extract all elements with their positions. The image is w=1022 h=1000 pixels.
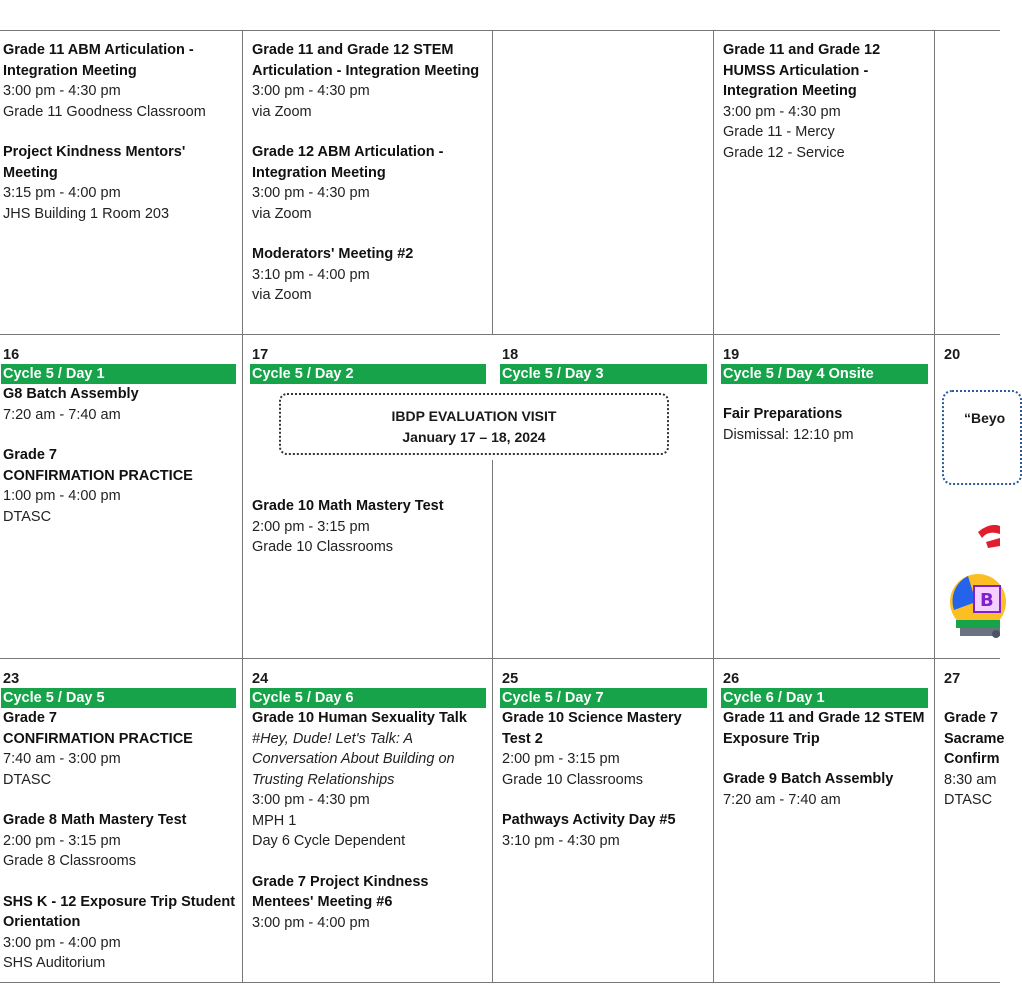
day-cell-18 [502,344,707,384]
day-number: 17 [252,347,269,363]
event-item [252,244,488,306]
event-detail: MPH 1 [252,812,297,829]
event-title: Grade 7 Project Kindness Mentees' Meeting #6 [252,873,429,910]
event-detail: via Zoom [252,287,312,303]
event-detail: 7:20 am - 7:40 am [723,791,841,808]
event-detail: 3:10 pm - 4:00 pm [252,266,370,283]
day-cell-27 [944,668,1005,831]
day-number: 25 [502,671,519,687]
grid-line [713,30,714,982]
event-title: CONFIRMATION PRACTICE [3,467,193,484]
day-number: 16 [3,347,20,363]
event-title: Grade 7 [3,447,57,463]
illustration-icon [946,520,1000,646]
event-title: Grade 10 Science Mastery Test 2 [502,710,682,747]
event-title: Grade 8 Math Mastery Test [3,812,187,828]
event-item [3,892,236,974]
event-detail: 3:00 pm - 4:30 pm [723,103,841,120]
event-item [3,384,236,425]
event-item [944,708,1005,811]
day-number: 26 [723,671,740,687]
cycle-badge: Cycle 5 / Day 4 Onsite [721,364,928,384]
day-cell-row1-mon [3,40,239,244]
cycle-badge: Cycle 5 / Day 7 [500,688,707,708]
event-detail: 7:40 am - 3:00 pm [3,751,121,767]
event-title: Moderators' Meeting #2 [252,246,414,262]
event-detail: JHS Building 1 Room 203 [3,205,170,222]
day-cell-23 [3,668,236,994]
cycle-badge: Cycle 5 / Day 6 [250,688,486,708]
ibdp-visit-banner [279,393,669,455]
event-detail: Grade 12 - Service [723,144,845,161]
day-number: 27 [944,671,961,687]
event-detail: 1:00 pm - 4:00 pm [3,488,121,504]
event-detail: 8:30 am [944,771,997,788]
cycle-badge: Cycle 5 / Day 2 [250,364,486,384]
event-detail: 2:00 pm - 3:15 pm [3,832,121,849]
event-detail: 3:00 pm - 4:00 pm [3,934,121,951]
event-item [252,142,488,224]
grid-line [0,30,1000,31]
day-cell-19 [723,344,928,465]
cycle-badge: Cycle 5 / Day 5 [1,688,236,708]
grid-line [492,30,493,334]
day-number: 18 [502,347,519,363]
event-item [3,142,239,224]
event-title: Grade 10 Human Sexuality Talk [252,710,467,726]
event-title: Grade 11 and Grade 12 HUMSS Articulation - Integration Meeting [723,42,881,99]
event-detail: 3:00 pm - 4:30 pm [252,792,370,808]
event-detail: 3:00 pm - 4:30 pm [252,185,370,201]
event-detail: DTASC [3,771,52,788]
event-item [723,40,928,163]
event-title: Grade 11 ABM Articulation - Integration Meeting [3,42,194,79]
event-title: Fair Preparations [723,406,843,422]
event-title: Grade 11 and Grade 12 STEM Articulation - Integration Meeting [252,42,480,79]
quote-note-text: “Beyo [964,410,1006,426]
grid-line [0,334,1000,335]
event-item [3,708,236,790]
banner-title: IBDP EVALUATION VISIT [391,408,557,424]
event-item [502,810,707,851]
event-item [723,769,928,810]
event-detail: 3:00 pm - 4:00 pm [252,914,370,931]
day-cell-24 [252,668,486,953]
event-title: Grade 10 Math Mastery Test [252,498,444,514]
event-title: Grade 7 [944,710,998,726]
day-cell-20 [944,344,1000,364]
event-detail: 3:00 pm - 4:30 pm [252,83,370,99]
event-detail: Day 6 Cycle Dependent [252,833,406,849]
event-item [3,810,236,872]
day-cell-26 [723,668,928,830]
cycle-badge: Cycle 5 / Day 3 [500,364,707,384]
svg-text:B: B [980,590,994,611]
day-cell-25 [502,668,707,871]
event-title: Pathways Activity Day #5 [502,812,676,828]
event-title: SHS K - 12 Exposure Trip Student Orientation [3,893,236,930]
event-title: Confirm [944,751,1000,767]
event-detail: Grade 11 Goodness Classroom [3,103,206,120]
event-item [252,40,488,122]
cycle-badge: Cycle 6 / Day 1 [721,688,928,708]
event-title: Project Kindness Mentors' Meeting [3,144,186,181]
event-item [723,404,928,445]
event-detail: 3:10 pm - 4:30 pm [502,832,620,849]
event-detail: 7:20 am - 7:40 am [3,406,121,423]
grid-line [242,30,243,982]
event-detail: DTASC [3,508,52,525]
quote-note [942,390,1022,485]
event-item [502,708,707,790]
day-cell-16 [3,344,236,547]
event-title: Grade 9 Batch Assembly [723,771,894,787]
day-number: 19 [723,347,740,363]
event-detail: Dismissal: 12:10 pm [723,426,854,443]
event-detail: DTASC [944,792,993,808]
event-item [252,496,486,558]
grid-line [492,460,493,982]
event-item [252,872,486,934]
cycle-badge: Cycle 5 / Day 1 [1,364,236,384]
event-detail: Grade 10 Classrooms [252,539,394,555]
day-number: 20 [944,347,961,363]
day-cell-row1-thu [723,40,928,183]
event-item [723,708,928,749]
event-item [3,445,236,527]
event-item [3,40,239,122]
event-title: Grade 11 and Grade 12 STEM Exposure Trip [723,710,925,747]
event-detail: 3:00 pm - 4:30 pm [3,83,121,99]
day-number: 24 [252,671,269,687]
day-cell-row1-tue [252,40,488,326]
event-detail: Grade 10 Classrooms [502,771,644,788]
event-title: Grade 7 [3,710,57,726]
event-title: Sacrame [944,730,1005,747]
event-detail: via Zoom [252,205,312,222]
event-title: G8 Batch Assembly [3,386,139,402]
banner-dates: January 17 – 18, 2024 [402,429,546,445]
day-cell-17 [252,344,486,578]
event-subtitle: #Hey, Dude! Let's Talk: A Conversation About Building on Trusting Relationships [252,730,455,788]
event-item [252,708,486,852]
event-detail: 3:15 pm - 4:00 pm [3,185,121,201]
event-detail: via Zoom [252,103,312,120]
event-detail: SHS Auditorium [3,955,106,971]
day-number: 23 [3,671,20,687]
event-detail: 2:00 pm - 3:15 pm [252,518,370,535]
event-detail: 2:00 pm - 3:15 pm [502,751,620,767]
event-title: Grade 12 ABM Articulation - Integration Meeting [252,144,444,181]
grid-line [934,30,935,982]
event-detail: Grade 8 Classrooms [3,853,136,869]
event-detail: Grade 11 - Mercy [723,124,835,140]
event-title: CONFIRMATION PRACTICE [3,730,193,747]
grid-line [0,658,1000,659]
